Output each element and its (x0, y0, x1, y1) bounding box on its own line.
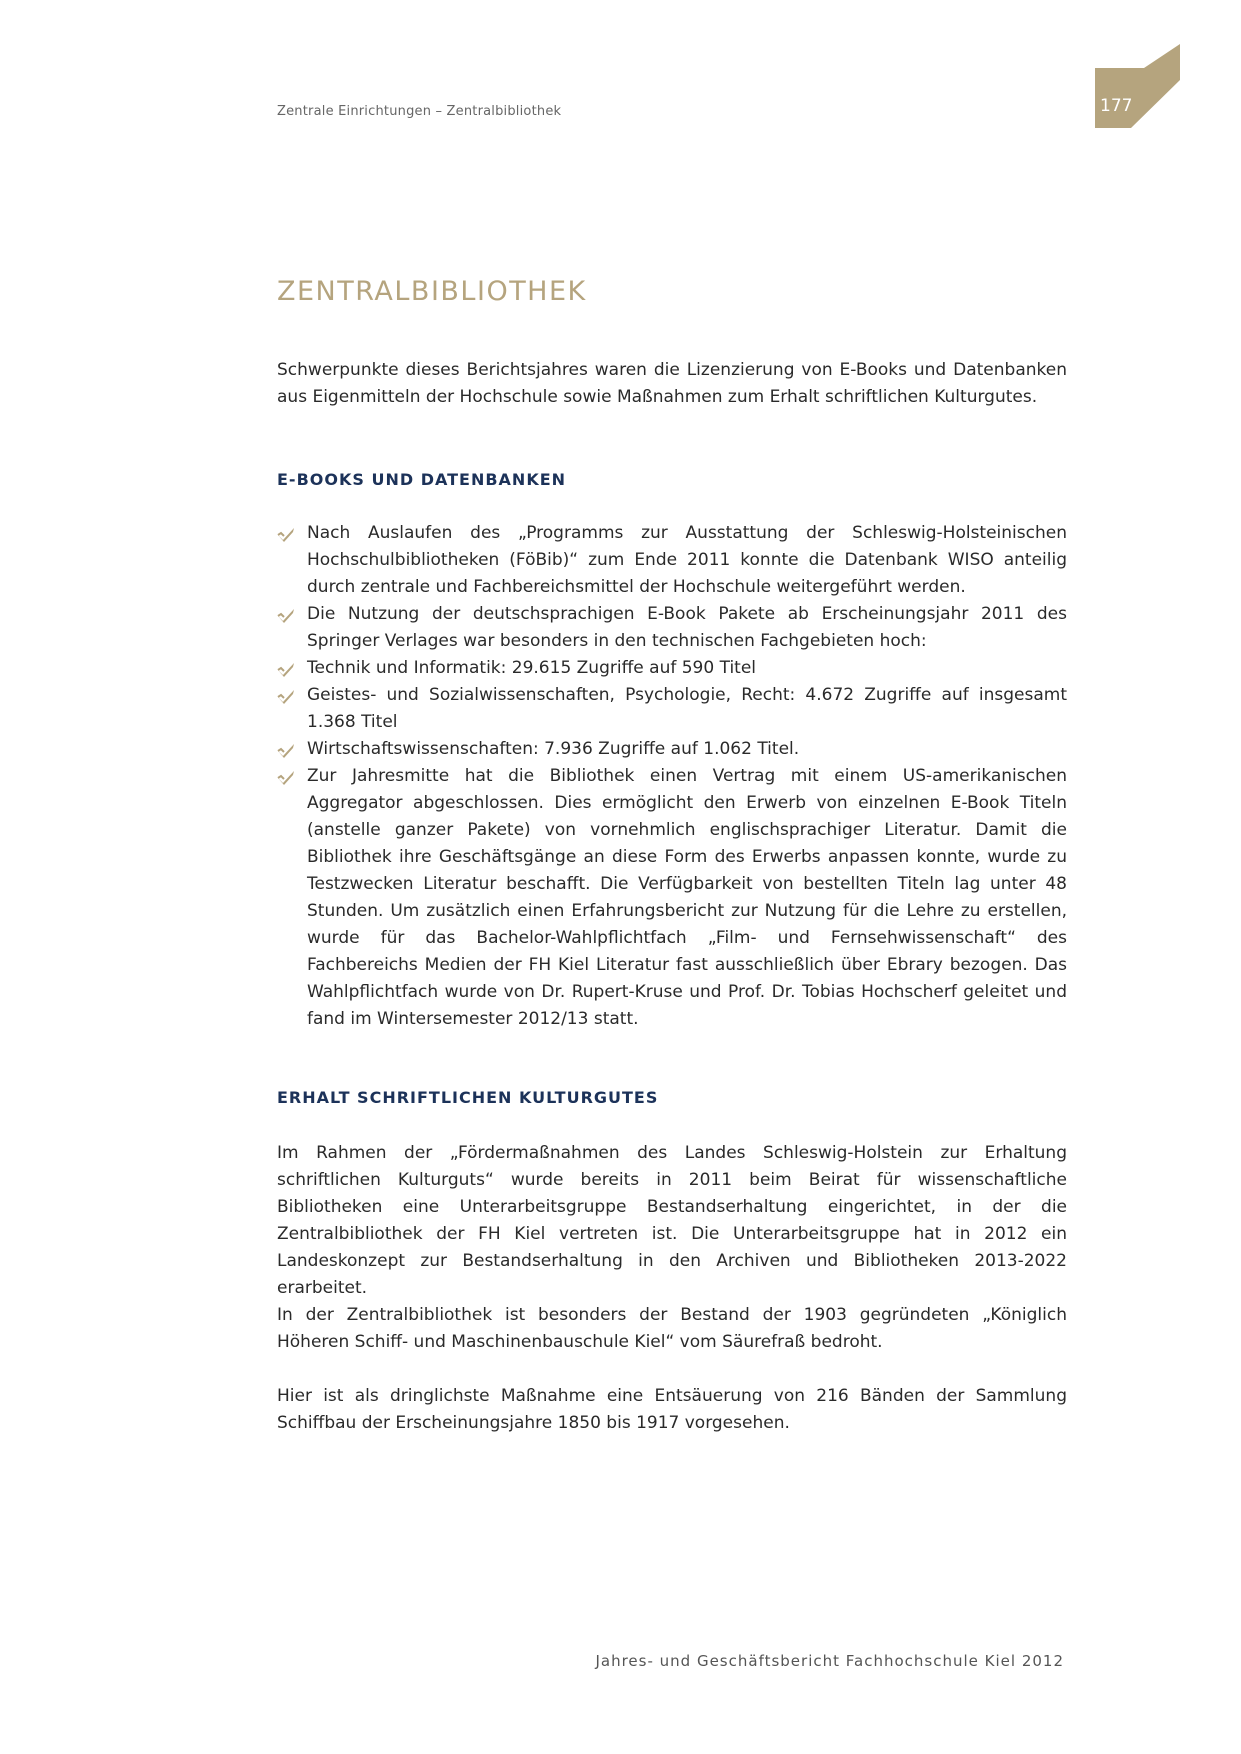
list-item (277, 736, 1067, 763)
checkmark-icon (277, 742, 295, 758)
page-number: 177 (1100, 96, 1133, 116)
list-item (277, 520, 1067, 601)
list-item (277, 655, 1067, 682)
running-head: Zentrale Einrichtungen – Zentralbibliothek (277, 104, 562, 119)
intro-paragraph: Schwerpunkte dieses Berichtsjahres waren die Lizenzierung von E-Books und Datenbanken aus Eigenmitteln der Hochschule sowie Maßnahmen zum Erhalt schriftlichen Kulturgutes. (277, 360, 1067, 407)
kulturgut-paragraph-2: In der Zentralbibliothek ist besonders der Bestand der 1903 gegründeten „Königlich Höheren Schiff- und Maschinenbauschule Kiel“ vom Säurefraß bedroht. (277, 1305, 1067, 1352)
footer: Jahres- und Geschäftsbericht Fachhochschule Kiel 2012 (595, 1652, 1064, 1670)
page-title: ZENTRALBIBLIOTHEK (277, 276, 587, 307)
list-item (277, 682, 1067, 736)
list-item (277, 763, 1067, 1033)
kulturgut-paragraph-3: Hier ist als dringlichste Maßnahme eine Entsäuerung von 216 Bänden der Sammlung Schiffbau der Erscheinungsjahre 1850 bis 1917 vorgesehen. (277, 1386, 1067, 1433)
bullet-text: Wirtschaftswissenschaften: 7.936 Zugriffe auf 1.062 Titel. (307, 739, 800, 759)
checkmark-icon (277, 688, 295, 704)
bullet-text: Nach Auslaufen des „Programms zur Ausstattung der Schleswig-Holsteinischen Hochschulbibliotheken (FöBib)“ zum Ende 2011 konnte die Datenbank WISO anteilig durch zentrale und Fachbereichsmittel der Hochschule weitergeführt werden. (307, 523, 1067, 597)
checkmark-icon (277, 607, 295, 623)
checkmark-icon (277, 769, 295, 785)
bullet-text: Die Nutzung der deutschsprachigen E-Book Pakete ab Erscheinungsjahr 2011 des Springer Verlages war besonders in den technischen Fachgebieten hoch: (307, 604, 1067, 651)
checkmark-icon (277, 526, 295, 542)
kulturgut-paragraph-1: Im Rahmen der „Fördermaßnahmen des Landes Schleswig-Holstein zur Erhaltung schriftlichen Kulturguts“ wurde bereits in 2011 beim Beirat für wissenschaftliche Bibliotheken eine Unterarbeitsgruppe Bestandserhaltung eingerichtet, in der die Zentralbibliothek der FH Kiel vertreten ist. Die Unterarbeitsgruppe hat in 2012 ein Landeskonzept zur Bestandserhaltung in den Archiven und Bibliotheken 2013-2022 erarbeitet. (277, 1143, 1067, 1298)
section-heading-kulturgut: ERHALT SCHRIFTLICHEN KULTURGUTES (277, 1088, 659, 1107)
bullet-text: Geistes- und Sozialwissenschaften, Psychologie, Recht: 4.672 Zugriffe auf insgesamt 1.368 Titel (307, 685, 1067, 732)
list-item (277, 601, 1067, 655)
ebooks-bullet-list (277, 520, 1067, 1033)
section-heading-ebooks: E-BOOKS UND DATENBANKEN (277, 470, 567, 489)
checkmark-icon (277, 661, 295, 677)
bullet-text: Technik und Informatik: 29.615 Zugriffe auf 590 Titel (307, 658, 757, 678)
bullet-text: Zur Jahresmitte hat die Bibliothek einen Vertrag mit einem US-amerikanischen Aggregator abgeschlossen. Dies ermöglicht den Erwerb von einzelnen E-Book Titeln (anstelle ganzer Pakete) von vornehmlich englischsprachiger Literatur. Damit die Bibliothek ihre Geschäftsgänge an diese Form des Erwerbs anpassen konnte, wurde zu Testzwecken Literatur beschafft. Die Verfügbarkeit von bestellten Titeln lag unter 48 Stunden. Um zusätzlich einen Erfahrungsbericht zur Nutzung für die Lehre zu erstellen, wurde für das Bachelor-Wahlpflichtfach „Film- und Fernsehwissenschaft“ des Fachbereichs Medien der FH Kiel Literatur fast ausschließlich über Ebrary bezogen. Das Wahlpflichtfach wurde von Dr. Rupert-Kruse und Prof. Dr. Tobias Hochscherf geleitet und fand im Wintersemester 2012/13 statt. (307, 766, 1067, 1029)
